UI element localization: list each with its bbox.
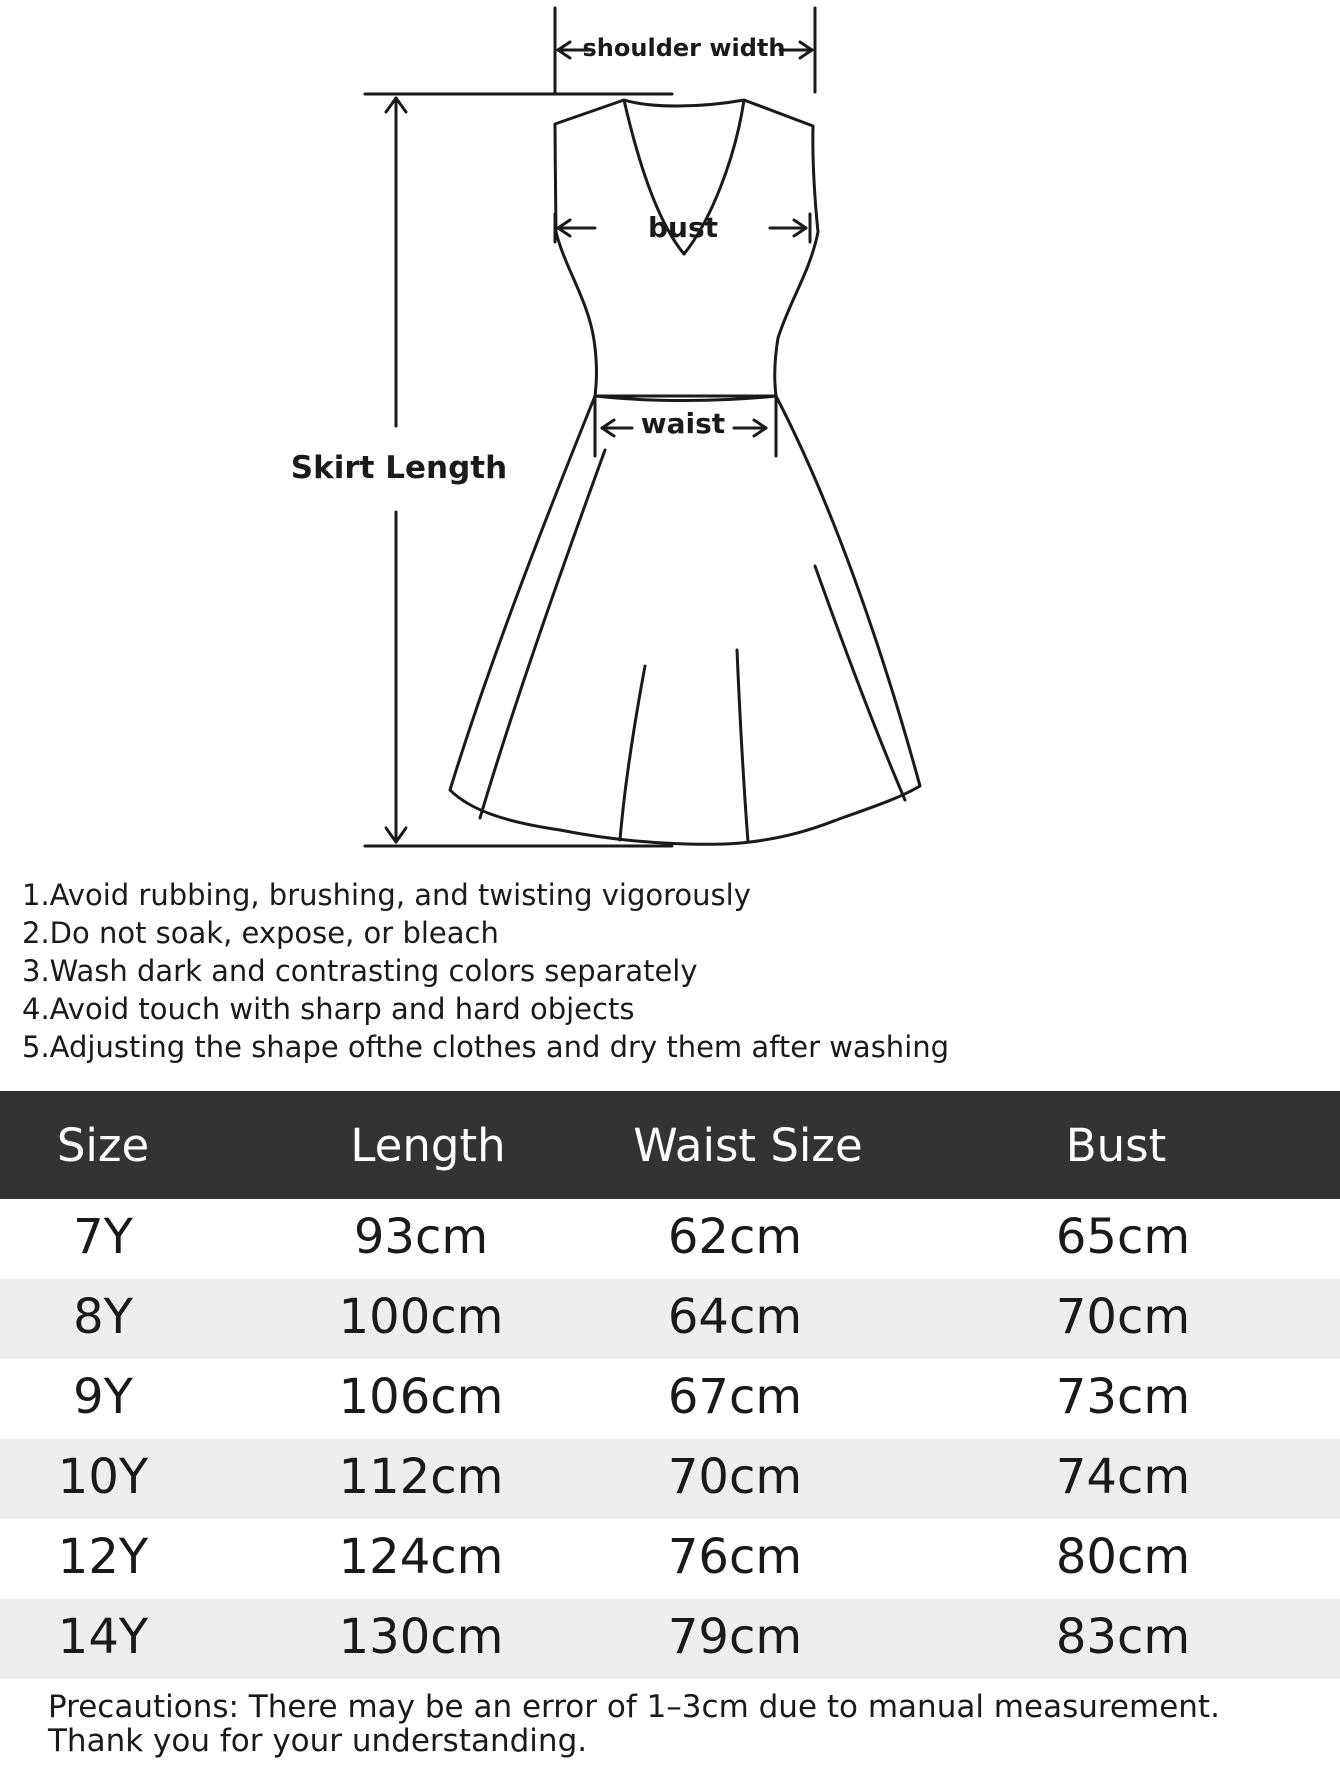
care-instructions — [22, 876, 1322, 1066]
cell-length: 93cm — [353, 1209, 489, 1265]
cell-bust: 74cm — [1055, 1449, 1191, 1505]
cell-size: 12Y — [57, 1529, 149, 1585]
header-bust: Bust — [1065, 1119, 1167, 1172]
waist-label: waist — [640, 407, 726, 440]
table-row — [0, 1359, 1340, 1439]
dress-measurement-diagram — [0, 0, 1340, 860]
cell-waist: 70cm — [667, 1449, 803, 1505]
cell-bust: 80cm — [1055, 1529, 1191, 1585]
precautions-note: Precautions: There may be an error of 1–3cm due to manual measurement. Thank you for your understanding. — [48, 1689, 1220, 1759]
cell-bust: 73cm — [1055, 1369, 1191, 1425]
cell-length: 112cm — [338, 1449, 504, 1505]
cell-length: 100cm — [338, 1289, 504, 1345]
table-row — [0, 1199, 1340, 1279]
cell-waist: 79cm — [667, 1609, 803, 1665]
cell-bust: 70cm — [1055, 1289, 1191, 1345]
cell-size: 14Y — [57, 1609, 149, 1665]
table-row — [0, 1439, 1340, 1519]
shoulder-width-label: shoulder width — [582, 34, 786, 62]
cell-bust: 65cm — [1055, 1209, 1191, 1265]
cell-size: 8Y — [73, 1289, 133, 1345]
cell-waist: 62cm — [667, 1209, 803, 1265]
cell-length: 106cm — [338, 1369, 504, 1425]
bodice-outline — [555, 100, 818, 396]
cell-waist: 76cm — [667, 1529, 803, 1585]
bust-label: bust — [647, 211, 719, 244]
care-instruction-item: 1.Avoid rubbing, brushing, and twisting vigorously — [22, 878, 751, 912]
care-instruction-item: 3.Wash dark and contrasting colors separately — [22, 954, 698, 988]
header-size: Size — [56, 1119, 150, 1172]
table-row — [0, 1279, 1340, 1359]
care-instruction-item: 2.Do not soak, expose, or bleach — [22, 916, 499, 950]
cell-waist: 67cm — [667, 1369, 803, 1425]
table-row — [0, 1519, 1340, 1599]
cell-waist: 64cm — [667, 1289, 803, 1345]
size-chart-table — [0, 1091, 1340, 1679]
skirt-length-label: Skirt Length — [290, 450, 508, 486]
cell-size: 7Y — [73, 1209, 133, 1265]
dress-outline-svg — [0, 0, 1340, 860]
header-length: Length — [350, 1119, 506, 1172]
care-instruction-item: 4.Avoid touch with sharp and hard objects — [22, 992, 635, 1026]
cell-size: 9Y — [73, 1369, 133, 1425]
skirt-outline — [450, 396, 920, 844]
cell-size: 10Y — [57, 1449, 149, 1505]
table-header-row — [0, 1091, 1340, 1199]
table-row — [0, 1599, 1340, 1679]
care-instruction-item: 5.Adjusting the shape ofthe clothes and dry them after washing — [22, 1030, 950, 1064]
cell-length: 130cm — [338, 1609, 504, 1665]
cell-bust: 83cm — [1055, 1609, 1191, 1665]
cell-length: 124cm — [338, 1529, 504, 1585]
header-waist-size: Waist Size — [633, 1119, 863, 1172]
